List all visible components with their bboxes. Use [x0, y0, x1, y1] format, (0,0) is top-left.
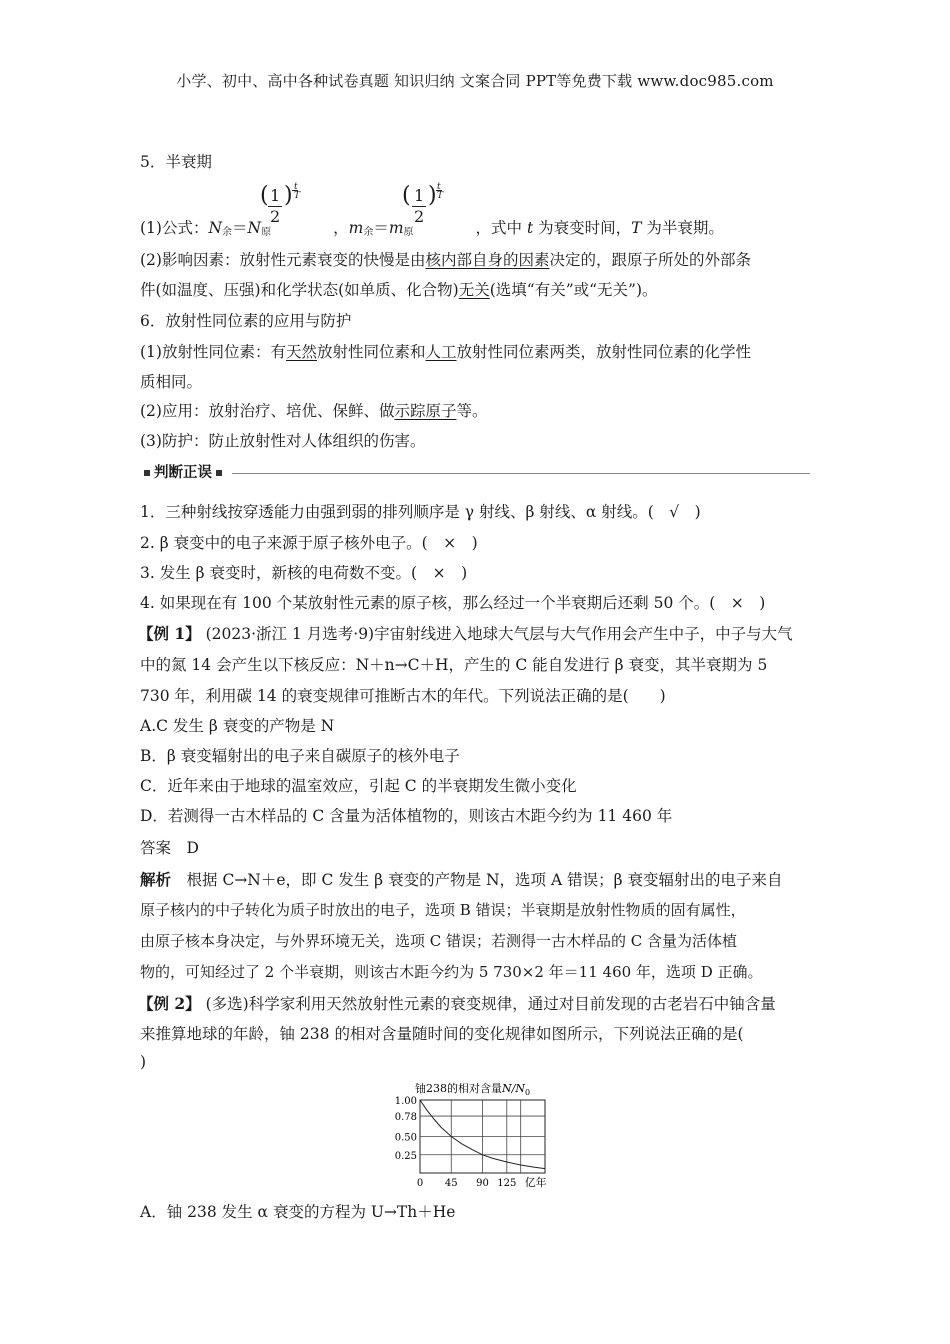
judge-item-1: 1．三种射线按穿透能力由强到弱的排列顺序是 γ 射线、β 射线、α 射线。( √ )	[140, 503, 701, 521]
example-2-line-3: )	[140, 1053, 147, 1071]
example-1-option-a: A.C 发生 β 衰变的产物是 N	[140, 717, 335, 735]
example-1-line-1: 【例 1】 (2023·浙江 1 月选考·9)宇宙射线进入地球大气层与大气作用会产生中子，中子与大气	[138, 624, 793, 643]
example-1-line-2: 中的氮 14 会产生以下核反应：N＋n→C＋H，产生的 C 能自发进行 β 衰变，其半衰期为 5	[140, 656, 768, 674]
chart-y-tick-label: 0.78	[394, 1112, 417, 1124]
chart-x-axis-label: 亿年	[524, 1176, 547, 1188]
fraction-numerator: 1	[414, 186, 425, 205]
influence-line-2: 件(如温度、压强)和化学状态(如单质、化合物)无关(选填“有关”或“无关”)。	[140, 281, 658, 299]
fraction-numerator: 1	[270, 186, 281, 205]
judge-divider	[232, 473, 810, 474]
judge-heading: 判断正误	[140, 463, 226, 483]
chart-y-tick-label: 0.50	[394, 1132, 417, 1144]
isotope-line-1: (1)放射性同位素：有天然放射性同位素和人工放射性同位素两类，放射性同位素的化学性	[140, 343, 752, 361]
example-1-line-3: 730 年，利用碳 14 的衰变规律可推断古木的年代。下列说法正确的是( )	[140, 687, 666, 705]
section-6-title: 6．放射性同位素的应用与防护	[140, 312, 352, 330]
chart-x-tick-label: 0	[416, 1178, 424, 1188]
chart-x-tick-label: 90	[476, 1178, 489, 1188]
influence-line-1: (2)影响因素：放射性元素衰变的快慢是由核内部自身的因素决定的，跟原子所处的外部条	[140, 251, 751, 269]
example-2-option-a: A．铀 238 发生 α 衰变的方程为 U→Th＋He	[140, 1203, 456, 1221]
example-1-option-c: C．近年来由于地球的温室效应，引起 C 的半衰期发生微小变化	[140, 777, 577, 795]
protection-line: (3)防护：防止放射性对人体组织的伤害。	[140, 432, 426, 450]
judge-item-4: 4. 如果现在有 100 个某放射性元素的原子核，那么经过一个半衰期后还剩 50 个。( × )	[140, 594, 766, 612]
formula-line: (1)公式：$N_余=N_原$ ，$m_余=m_原$ ，式中 t 为衰变时间，T 为半衰期。	[140, 219, 724, 238]
exponent-T: T	[294, 191, 301, 201]
example-1-option-b: B．β 衰变辐射出的电子来自碳原子的核外电子	[140, 747, 460, 765]
analysis-line-2: 原子核内的中子转化为质子时放出的电子，选项 B 错误；半衰期是放射性物质的固有属性，	[140, 901, 746, 919]
chart-x-tick-label: 125	[497, 1178, 517, 1188]
judge-item-3: 3. 发生 β 衰变时，新核的电荷数不变。( × )	[140, 564, 468, 582]
isotope-line-2: 质相同。	[140, 373, 203, 391]
judge-item-2: 2. β 衰变中的电子来源于原子核外电子。( × )	[140, 534, 478, 552]
analysis-line-4: 物的，可知经过了 2 个半衰期，则该古木距今约为 5 730×2 年＝11 460 年，选项 D 正确。	[140, 963, 763, 981]
exponent-T: T	[437, 191, 444, 201]
chart-y-tick-label: 1.00	[394, 1096, 417, 1107]
fraction-denominator: 2	[414, 207, 425, 226]
answer-line: 答案 D	[140, 839, 199, 857]
fraction-denominator: 2	[270, 207, 281, 226]
page-header: 小学、初中、高中各种试卷真题 知识归纳 文案合同 PPT等免费下载 www.doc985.com	[176, 72, 774, 90]
chart-title: 铀238的相对含量$N/N_0$	[415, 1082, 531, 1097]
example-1-option-d: D．若测得一古木样品的 C 含量为活体植物的，则该古木距今约为 11 460 年	[140, 807, 673, 825]
analysis-line-1: 解析 根据 C→N＋e，即 C 发生 β 衰变的产物是 N，选项 A 错误；β 衰变辐射出的电子来自	[140, 870, 783, 889]
exponent-t: t	[294, 182, 298, 192]
exponent-t: t	[437, 182, 441, 192]
example-2-line-2: 来推算地球的年龄，铀 238 的相对含量随时间的变化规律如图所示，下列说法正确的是(	[140, 1025, 744, 1043]
chart-y-tick-label: 0.25	[394, 1150, 417, 1162]
example-2-line-1: 【例 2】 (多选)科学家利用天然放射性元素的衰变规律，通过对目前发现的古老岩石中铀含量	[138, 994, 776, 1013]
application-line: (2)应用：放射治疗、培优、保鲜、做示踪原子等。	[140, 402, 488, 420]
chart-x-tick-label: 45	[444, 1178, 458, 1188]
analysis-line-3: 由原子核本身决定，与外界环境无关，选项 C 错误；若测得一古木样品的 C 含量为活体植	[140, 932, 738, 950]
section-5-title: 5．半衰期	[140, 153, 212, 171]
uranium-chart	[375, 1078, 575, 1188]
